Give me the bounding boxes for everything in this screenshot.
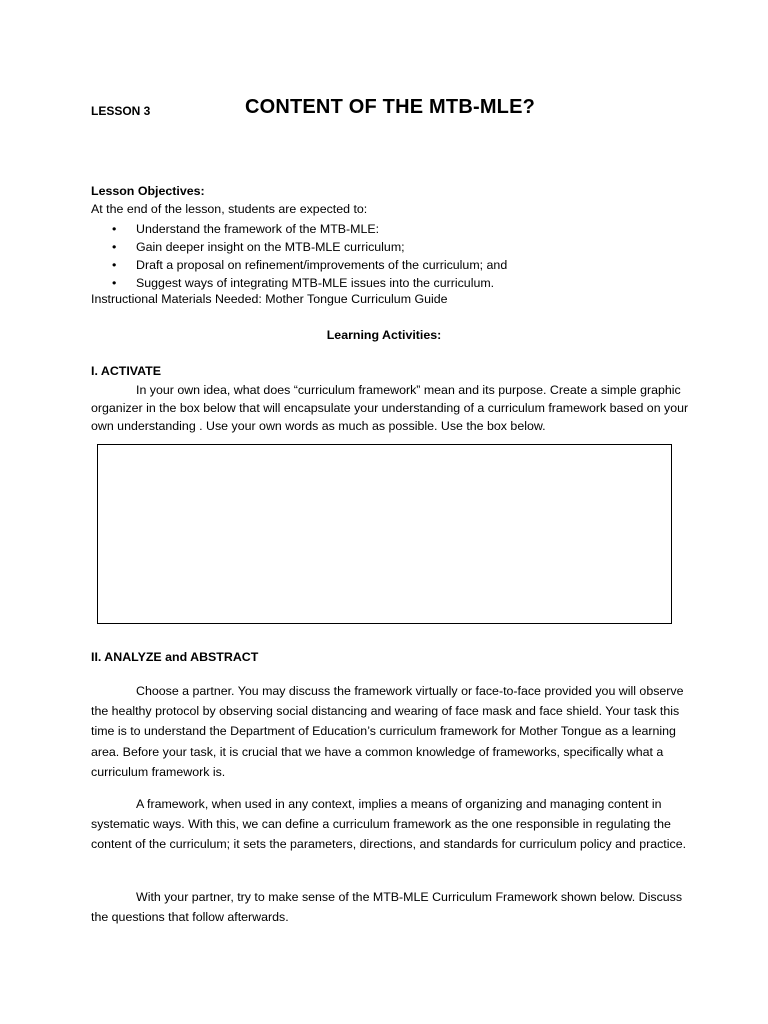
analyze-heading: II. ANALYZE and ABSTRACT [91, 650, 259, 664]
graphic-organizer-box[interactable] [97, 444, 672, 624]
objectives-heading: Lesson Objectives: [91, 184, 205, 198]
objective-item: • Understand the framework of the MTB-MLE: [112, 220, 507, 238]
activate-instructions [91, 381, 691, 435]
objective-item: • Gain deeper insight on the MTB-MLE curriculum; [112, 238, 507, 256]
objective-item: • Suggest ways of integrating MTB-MLE issues into the curriculum. [112, 274, 507, 292]
activate-text: In your own idea, what does “curriculum framework” mean and its purpose. Create a simple graphic organizer in the box below that will encapsulate your understanding of a curriculum framework based on your own understanding . Use your own words as much as possible. Use the box below. [91, 383, 689, 433]
learning-activities-heading: Learning Activities: [326, 328, 442, 342]
objectives-list [112, 220, 507, 292]
paragraph-text: With your partner, try to make sense of the MTB-MLE Curriculum Framework shown below. Discuss the questions that follow afterwards. [91, 890, 683, 925]
objective-item: • Draft a proposal on refinement/improvements of the curriculum; and [112, 256, 507, 274]
analyze-paragraph-2 [91, 794, 691, 855]
objectives-intro: At the end of the lesson, students are expected to: [91, 202, 368, 216]
page-title: CONTENT OF THE MTB-MLE? [244, 96, 536, 118]
analyze-paragraph-3 [91, 887, 691, 927]
materials-needed: Instructional Materials Needed: Mother Tongue Curriculum Guide [91, 292, 448, 306]
paragraph-text: A framework, when used in any context, implies a means of organizing and managing content in systematic ways. With this, we can define a curriculum framework as the one responsible in regulating the content of the curriculum; it sets the parameters, directions, and standards for curriculum policy and practice. [91, 797, 687, 852]
analyze-paragraph-1 [91, 681, 691, 782]
paragraph-text: Choose a partner. You may discuss the framework virtually or face-to-face provided you will observe the healthy protocol by observing social distancing and wearing of face mask and face shield. Your task this time is to understand the Department of Education’s curriculum framework for Mother Tongue as a learning area. Before your task, it is crucial that we have a common knowledge of frameworks, specifically what a curriculum framework is. [91, 684, 684, 779]
activate-heading: I. ACTIVATE [91, 364, 161, 378]
lesson-number: LESSON 3 [91, 104, 151, 118]
